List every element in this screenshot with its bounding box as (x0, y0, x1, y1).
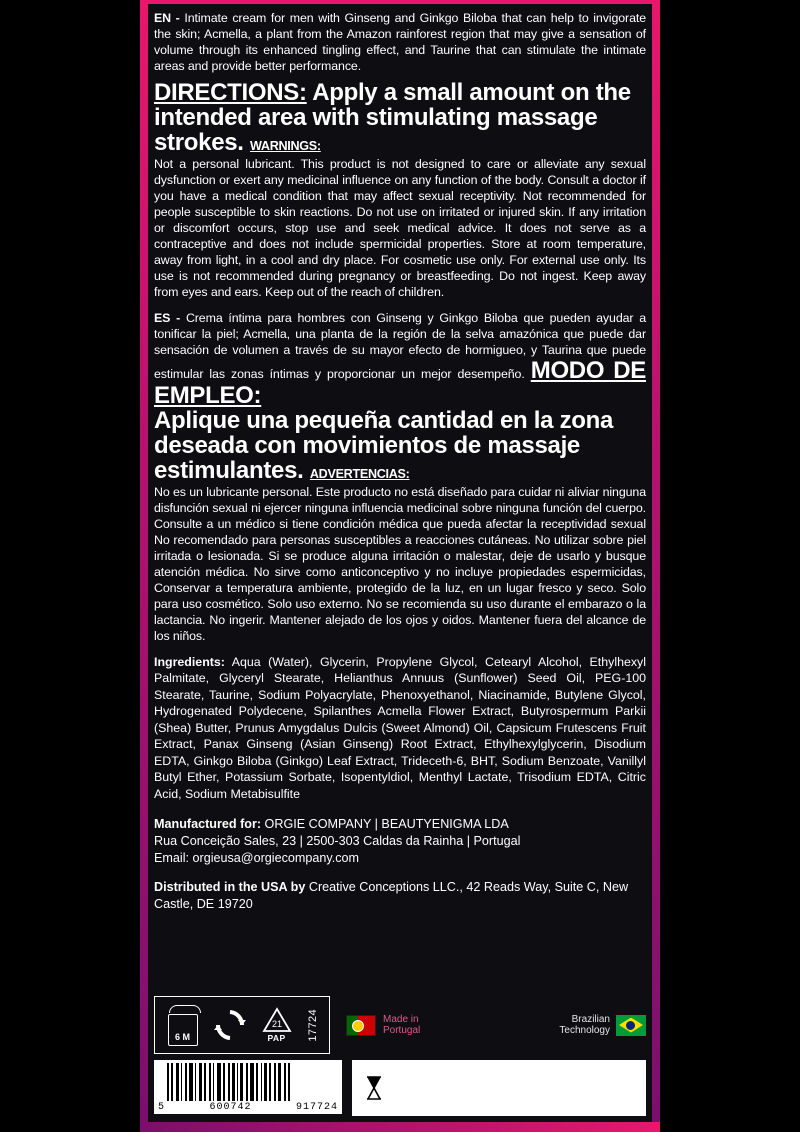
barcode-bars (167, 1063, 337, 1101)
spanish-warnings-heading: ADVERTENCIAS: (309, 467, 410, 482)
brazilian-technology-block (559, 1014, 646, 1036)
distributor-line (154, 879, 646, 913)
ean13-barcode (154, 1060, 342, 1114)
flag-emblem (352, 1020, 364, 1032)
spanish-directions-heading: MODO DE EMPLEO: (154, 356, 647, 409)
left-outer-margin (0, 0, 140, 1132)
right-outer-margin (660, 0, 800, 1132)
green-dot-icon (213, 1003, 247, 1047)
english-section (154, 10, 646, 300)
portugal-flag-icon (346, 1015, 376, 1036)
ingredients-text: Aqua (Water), Glycerin, Propylene Glycol, Cetearyl Alcohol, Ethylhexyl Palmitate, Glyceryl Stearate, Helianthus Annuus (Sunflower) Seed Oil, PEG-100 Stearate, Taurine, Sodium Polyacrylate, Phenoxyethanol, Niacinamide, Butylene Glycol, Hydrogenated Polydecene, Spilanthes Acmella Flower Extract, Butyrospermum Parkii (Shea) Butter, Prunus Amygdalus Dulcis (Sweet Almond) Oil, Capsicum Frutescens Fruit Extract, Panax Ginseng (Asian Ginseng) Root Extract, Ethylhexylglycerin, Disodium EDTA, Ginkgo Biloba (Ginkgo) Leaf Extract, Trideceth-6, BHT, Sodium Benzoate, Vanillyl Butyl Ether, Potassium Sorbate, Isopentyldiol, Menthyl Lactate, Trisodium EDTA, Citric Acid, Sodium Metabisulfite (154, 654, 647, 801)
brazilian-line1: Brazilian (571, 1013, 610, 1025)
distributor-heading: Distributed in the USA by (154, 879, 306, 894)
manufacturer-address: Rua Conceição Sales, 23 | 2500-303 Caldas da Rainha | Portugal (154, 833, 521, 848)
made-in-text (383, 1014, 420, 1036)
brazil-flag-icon (616, 1015, 646, 1036)
period-after-opening-icon (166, 1003, 200, 1047)
barcode-digit-prefix: 5 (158, 1102, 166, 1113)
made-in-line1: Made in (383, 1013, 419, 1025)
symbols-box (154, 996, 330, 1054)
pap-triangle-shape (262, 1007, 292, 1033)
brazilian-line2: Technology (559, 1025, 610, 1036)
spanish-section (154, 310, 646, 644)
brazilian-technology-text (559, 1014, 610, 1036)
spanish-directions-block (154, 408, 646, 484)
spanish-lang-code: ES - (154, 310, 181, 325)
english-warnings-text: Not a personal lubricant. This product is not designed to care or alleviate any sexual dysfunction or exert any medicinal influence on any function of the body. Consult a doctor if you have a medical condition that may affect sexual receptivity. Not recommended for people susceptible to skin reactions. Do not use on irritated or injured skin. If any irritation or discomfort occurs, stop use and seek medical advice. It does not serve as a contraceptive and does not include spermicidal properties. Store at room temperature, away from light, in a cool and dry place. For cosmetic use only. For external use only. Its use is not recommended during pregnancy or breastfeeding. Do not ingest. Keep away from eyes and ears. Keep out of the reach of children. (154, 156, 646, 299)
english-lang-code: EN - (154, 11, 180, 25)
ingredients-paragraph (154, 654, 646, 803)
expiry-hourglass-box (352, 1060, 646, 1116)
symbols-row (154, 994, 646, 1056)
made-in-portugal-block (346, 1014, 420, 1036)
pap-label: PAP (267, 1033, 286, 1043)
barcode-digits-right: 917724 (295, 1102, 338, 1113)
barcode-row (154, 1060, 646, 1116)
english-directions-block (154, 80, 646, 156)
right-pink-edge (652, 0, 660, 1132)
ingredients-section (154, 654, 646, 803)
spanish-warnings-text: No es un lubricante personal. Este producto no está diseñado para cuidar ni aliviar ninguna disfunción sexual ni ejercer ninguna influencia medicinal sobre ninguna función del cuerpo. Consulte a un médico si tiene condición médica que pueda afectar la receptividad sexual No recomendado para personas susceptibles a reacciones cutáneas. No utilizar sobre piel irritada o lesionada. Si se produce alguna irritación o malestar, deje de usarlo y busque atención médica. No sirve como anticonceptivo y no incluye propiedades espermicidas, Conservar a temperatura ambiente, protegido de la luz, en un lugar fresco y seco. Solo para uso cosmético. Solo uso externo. No se recomienda su uso durante el embarazo o la lactancia. No ingerir. Mantener alejado de los ojos y oidos. Mantener fuera del alcance de los niños. (154, 484, 646, 643)
lot-code: 17724 (306, 1008, 319, 1042)
brazil-flag-globe (626, 1021, 635, 1030)
left-pink-edge (140, 0, 148, 1132)
manufacturer-section (154, 816, 646, 867)
english-intro-text: Intimate cream for men with Ginseng and Ginkgo Biloba that can help to invigorate the skin; Acmella, a plant from the Amazon rainforest region that may give a sensation of volume through its enhanced tingling effect, and Taurine that can stimulate the intimate areas and provide better performance. (154, 11, 646, 73)
email-address: orgieusa@orgiecompany.com (192, 850, 360, 865)
manufacturer-email-line (154, 850, 646, 867)
period-after-opening-value: 6 M (174, 1031, 190, 1042)
email-label: Email: (154, 850, 189, 865)
manufacturer-line (154, 816, 646, 833)
distributor-section (154, 879, 646, 913)
manufacturer-company: ORGIE COMPANY | BEAUTYENIGMA LDA (264, 817, 509, 831)
barcode-digits-left: 600742 (209, 1102, 252, 1113)
english-intro-paragraph (154, 10, 646, 74)
flag-red-field (358, 1016, 375, 1035)
ingredients-heading: Ingredients: (154, 654, 225, 669)
svg-text:21: 21 (271, 1019, 282, 1029)
jar-body-shape (168, 1014, 198, 1046)
spanish-intro-paragraph (154, 310, 646, 408)
jar-lid-shape (169, 1005, 201, 1013)
spanish-intro-text: Crema íntima para hombres con Ginseng y Ginkgo Biloba que pueden ayudar a tonificar la piel; Acmella, una planta de la región de la selva amazónica que puede dar sensación de volumen a través de su mayor efecto de hormigueo, y Taurina que puede estimular las zonas íntimas y proporcionar un mejor desempeño. (154, 310, 647, 381)
barcode-digits (158, 1102, 338, 1113)
english-directions-text: Apply a small amount on the intended area with stimulating massage strokes. (154, 79, 631, 157)
distributor-text: Creative Conceptions LLC., 42 Reads Way, Suite C, New Castle, DE 19720 (154, 879, 629, 911)
english-directions-heading: DIRECTIONS: (154, 79, 307, 106)
hourglass-icon (364, 1075, 384, 1101)
spanish-directions-text: Aplique una pequeña cantidad en la zona deseada con movimientos de massaje estimulantes. (154, 406, 614, 485)
made-in-line2: Portugal (383, 1025, 421, 1036)
manufacturer-heading: Manufactured for: (154, 817, 262, 831)
english-warnings-heading: WARNINGS: (250, 139, 321, 154)
pap-recycling-icon (260, 1003, 294, 1047)
label-content (148, 0, 652, 1132)
